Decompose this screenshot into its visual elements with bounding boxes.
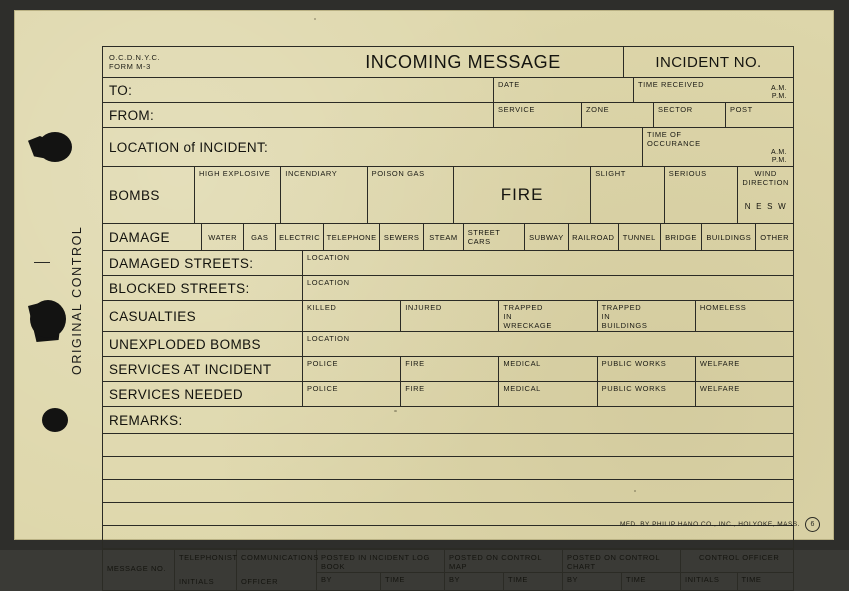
bombs-fire-row [103,167,793,224]
service-zone-subrow [494,103,793,127]
services-at-incident-police[interactable] [303,357,401,381]
wind-point-e: E [756,201,763,211]
posted-control-chart-label: POSTED ON CONTROL CHART [567,553,660,571]
unexploded-bombs-location-hint: LOCATION [307,334,350,343]
unexploded-bombs-field[interactable] [303,332,793,356]
damage-label: DAMAGE [103,224,202,250]
remarks-section [103,407,793,550]
date-label: DATE [498,80,520,89]
page-title: INCOMING MESSAGE [365,51,561,72]
services-at-incident-welfare[interactable] [696,357,793,381]
time-received-label: TIME RECEIVED [638,80,705,89]
services-at-incident-public-works-label: PUBLIC WORKS [601,359,667,368]
service-field[interactable] [494,103,582,127]
to-from-right [494,78,793,127]
services-at-incident-public-works[interactable] [598,357,696,381]
services-at-incident-welfare-label: WELFARE [699,359,740,368]
services-at-incident-row [103,357,793,382]
casualties-killed-field[interactable] [303,301,401,331]
casualties-label: CASUALTIES [103,301,303,331]
damage-sewers[interactable]: SEWERS [380,224,424,250]
stamp-mark: 6 [805,517,820,532]
wind-point-n: N [744,201,752,211]
services-needed-fire[interactable] [401,382,499,406]
telephonist-label-l2: INITIALS [179,577,215,586]
damage-gas[interactable]: GAS [244,224,276,250]
posted-log-book-time[interactable]: TIME [385,575,405,584]
control-officer-time[interactable]: TIME [741,575,762,584]
posted-control-map-label: POSTED ON CONTROL MAP [449,553,542,571]
casualties-injured-label: INJURED [405,303,442,312]
org-line-2: FORM M-3 [109,62,151,71]
punch-hole-top [38,132,72,162]
bomb-type-poison-gas-label: POISON GAS [371,169,425,178]
footer-row [103,550,793,590]
services-needed-medical[interactable] [499,382,597,406]
wind-direction-field[interactable] [738,167,793,223]
damage-other[interactable]: OTHER [760,232,789,242]
damage-railroad[interactable]: RAILROAD [569,224,619,250]
unexploded-bombs-row [103,332,793,357]
posted-control-chart-by[interactable]: BY [563,573,622,590]
services-needed-medical-label: MEDICAL [503,384,541,393]
services-needed-fire-label: FIRE [405,384,425,393]
location-of-incident-label: LOCATION of INCIDENT: [103,128,643,166]
posted-control-chart-time[interactable]: TIME [626,575,646,584]
incoming-message-form [102,46,794,591]
time-received-field[interactable] [634,78,793,102]
incident-no-label: INCIDENT NO. [623,47,793,77]
punch-hole-bottom [42,408,68,432]
control-officer-initials[interactable]: INITIALS [681,573,738,590]
paper-speck [314,18,316,20]
wind-point-s: S [767,201,774,211]
services-at-incident-medical[interactable] [499,357,597,381]
wind-points [742,202,789,211]
damage-subway[interactable]: SUBWAY [525,224,569,250]
remarks-line-5[interactable] [103,526,793,549]
posted-log-book-subcells [317,572,444,590]
fire-serious-label: SERIOUS [668,169,707,178]
blocked-streets-row [103,276,793,301]
posted-control-map-group [445,550,563,590]
occurance-pm: P.M. [771,156,787,164]
damaged-streets-location-hint: LOCATION [307,253,350,262]
time-of-occurance-field[interactable] [643,128,793,166]
posted-log-book-group [317,550,445,590]
bomb-type-poison-gas[interactable] [368,167,454,223]
services-at-incident-label: SERVICES AT INCIDENT [103,357,303,381]
form-org-block [103,47,303,77]
to-from-left [103,78,494,127]
to-from-block [103,78,793,128]
service-label: SERVICE [498,105,535,114]
posted-control-chart-group [563,550,681,590]
sector-label: SECTOR [658,105,693,114]
form-header-row [103,47,793,78]
fire-serious-field[interactable] [665,167,739,223]
to-label: TO: [103,78,493,103]
message-no-field[interactable] [103,550,175,590]
sector-field[interactable] [654,103,726,127]
post-label: POST [730,105,753,114]
zone-field[interactable] [582,103,654,127]
time-received-pm: P.M. [771,92,787,100]
paper-document [14,10,834,586]
posted-control-map-time[interactable]: TIME [508,575,528,584]
fire-slight-label: SLIGHT [595,169,626,178]
manufacturer-note: MFD. BY PHILIP HANO CO., INC., HOLYOKE, MASS. [620,521,800,528]
services-needed-row [103,382,793,407]
side-tick-mark [34,262,50,263]
casualties-homeless-field[interactable] [696,301,793,331]
post-field[interactable] [726,103,793,127]
telephonist-label-l1: TELEPHONIST [179,553,238,562]
communications-officer-field[interactable] [237,550,317,590]
casualties-trapped-buildings-field[interactable] [598,301,696,331]
date-time-subrow [494,78,793,103]
damage-steam[interactable]: STEAM [424,224,464,250]
bomb-type-incendiary-label: INCENDIARY [285,169,338,178]
damage-tunnel[interactable]: TUNNEL [619,224,661,250]
remarks-line-2[interactable] [103,457,793,480]
bomb-type-incendiary[interactable] [281,167,367,223]
services-needed-public-works-label: PUBLIC WORKS [601,384,667,393]
services-needed-label: SERVICES NEEDED [103,382,303,406]
wind-direction-label: WIND DIRECTION [742,169,790,188]
original-control-label: ORIGINAL CONTROL [70,225,84,375]
posted-control-map-subcells [445,572,562,590]
time-of-occurance-line1: TIME OF [647,130,682,139]
posted-control-chart-subcells [563,572,680,590]
damaged-streets-label: DAMAGED STREETS: [103,251,303,275]
message-no-label: MESSAGE NO. [107,564,167,573]
damage-row [103,224,793,251]
remarks-label: REMARKS: [103,407,793,434]
bomb-type-high-explosive-label: HIGH EXPLOSIVE [198,169,271,178]
org-line-1: O.C.D.N.Y.C. [109,52,161,62]
casualties-homeless-label: HOMELESS [699,303,747,312]
bombs-label: BOMBS [103,167,195,223]
posted-control-map-by[interactable]: BY [445,573,504,590]
fire-slight-field[interactable] [591,167,665,223]
blocked-streets-field[interactable] [303,276,793,300]
control-officer-subcells [681,572,793,590]
occurance-ampm [771,149,787,165]
telephonist-initials-field[interactable] [175,550,237,590]
location-row [103,128,793,167]
posted-log-book-label: POSTED IN INCIDENT LOG BOOK [321,553,430,571]
casualties-trapped-wreckage-field[interactable] [499,301,597,331]
casualties-trapped-wreckage-l3: WRECKAGE [503,321,552,330]
time-of-occurance-line2: OCCURANCE [647,139,701,149]
blocked-streets-label: BLOCKED STREETS: [103,276,303,300]
services-needed-police[interactable] [303,382,401,406]
casualties-trapped-buildings-l1: TRAPPED [601,303,642,312]
casualties-killed-label: KILLED [307,303,337,312]
casualties-trapped-wreckage-l1: TRAPPED [503,303,544,312]
damage-street-cars[interactable]: STREET CARS [464,224,525,250]
damage-bridge[interactable]: BRIDGE [661,224,703,250]
control-officer-group [681,550,793,590]
services-needed-police-label: POLICE [307,384,339,393]
time-received-am: A.M. [771,84,787,92]
from-label: FROM: [109,107,154,123]
fire-label: FIRE [454,167,591,223]
punch-hole-middle [30,300,66,338]
damage-buildings[interactable]: BUILDINGS [702,224,756,250]
casualties-injured-field[interactable] [401,301,499,331]
date-field[interactable] [494,78,634,102]
damage-water[interactable]: WATER [202,224,245,250]
unexploded-bombs-label: UNEXPLODED BOMBS [103,332,303,356]
services-at-incident-medical-label: MEDICAL [503,359,541,368]
services-needed-public-works[interactable] [598,382,696,406]
casualties-trapped-buildings-l3: BUILDINGS [601,321,648,330]
blocked-streets-location-hint: LOCATION [307,278,350,287]
posted-log-book-by[interactable]: BY [317,573,381,590]
damage-telephone[interactable]: TELEPHONE [324,224,380,250]
bomb-type-high-explosive[interactable] [195,167,281,223]
services-needed-welfare-label: WELFARE [699,384,740,393]
services-needed-welfare[interactable] [696,382,793,406]
zone-label: ZONE [586,105,610,114]
occurance-am: A.M. [771,148,787,156]
remarks-line-1[interactable] [103,434,793,457]
casualties-trapped-wreckage-l2: IN [503,312,513,321]
communications-label-l2: OFFICER [241,577,279,586]
communications-label-l1: COMMUNICATIONS [241,553,319,562]
casualties-row [103,301,793,332]
services-at-incident-fire[interactable] [401,357,499,381]
damaged-streets-field[interactable] [303,251,793,275]
time-received-ampm [771,85,787,101]
damaged-streets-row [103,251,793,276]
wind-point-w: W [778,201,787,211]
casualties-trapped-buildings-l2: IN [601,312,611,321]
remarks-line-3[interactable] [103,480,793,503]
damage-electric[interactable]: ELECTRIC [276,224,324,250]
control-officer-label: CONTROL OFFICER [699,553,780,562]
services-at-incident-fire-label: FIRE [405,359,425,368]
services-at-incident-police-label: POLICE [307,359,339,368]
